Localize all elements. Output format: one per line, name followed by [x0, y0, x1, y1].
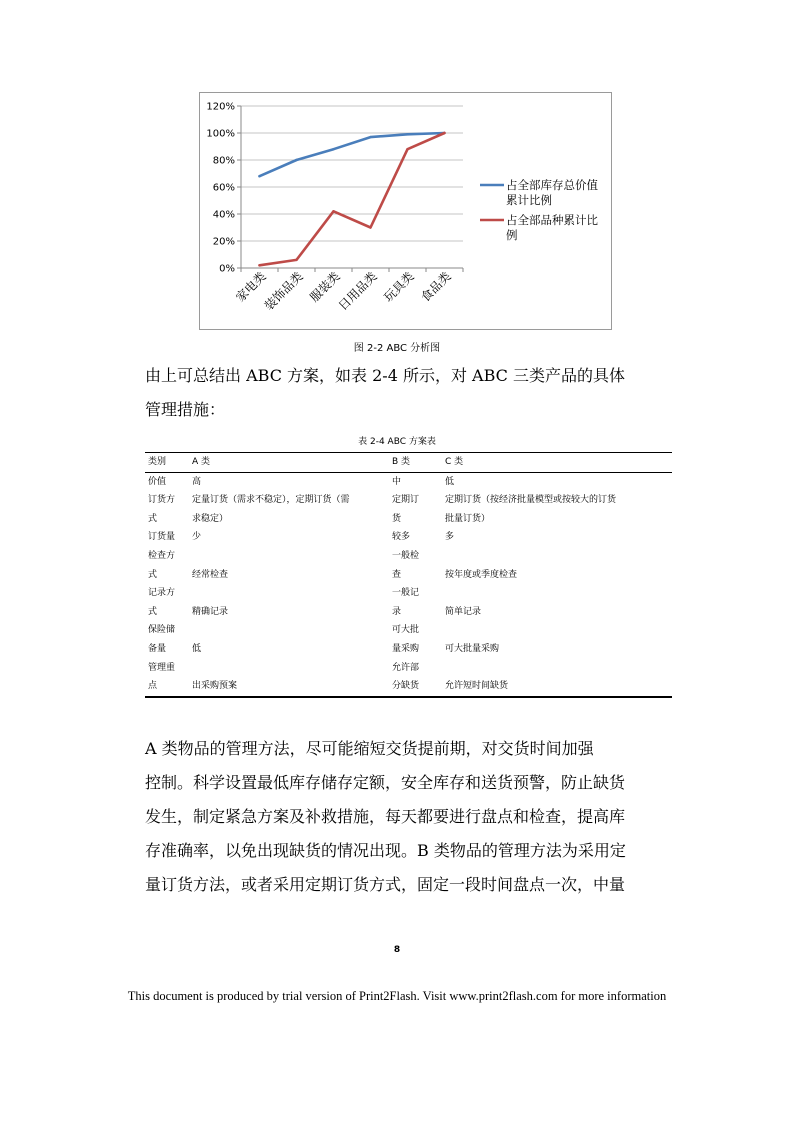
- table-row: [145, 528, 672, 547]
- table-body: [145, 472, 672, 697]
- legend-label: 例: [506, 228, 518, 242]
- intro-line: 由上可总结出 ABC 方案，如表 2-4 所示，对 ABC 三类产品的具体: [145, 366, 625, 385]
- cell-class-a: 少: [192, 532, 202, 543]
- x-category-label: 家电类: [233, 269, 269, 305]
- series-line: [260, 133, 445, 265]
- x-category-label: 食品类: [418, 269, 454, 305]
- cell-category: 检查方: [148, 550, 176, 561]
- table-row: [145, 677, 672, 697]
- cell-class-c: 简单记录: [445, 606, 482, 617]
- intro-line: 管理措施：: [145, 400, 226, 419]
- body-line: 控制。科学设置最低库存储存定额，安全库存和送货预警，防止缺货: [145, 773, 626, 792]
- cell-category: 价值: [148, 476, 167, 487]
- cell-class-c: 可大批量采购: [445, 643, 500, 654]
- cell-class-b: 允许部: [392, 662, 420, 673]
- cell-class-c: 按年度或季度检查: [445, 569, 518, 580]
- cell-class-a: [189, 659, 389, 678]
- cell-class-c: 多: [445, 532, 455, 543]
- cell-category: 式: [148, 569, 158, 580]
- y-tick-label: 60%: [212, 182, 235, 194]
- cell-category: 记录方: [148, 588, 176, 599]
- table-row: [145, 659, 672, 678]
- abc-scheme-table: [145, 452, 672, 698]
- data-point: [332, 210, 334, 212]
- body-line: 量订货方法，或者采用定期订货方式，固定一段时间盘点一次，中量: [145, 875, 626, 894]
- y-tick-label: 120%: [206, 101, 235, 113]
- cell-class-b: 定期订: [392, 495, 420, 506]
- data-point: [295, 259, 297, 261]
- cell-class-c: [442, 584, 672, 603]
- cell-class-a: [189, 584, 389, 603]
- table-row: [145, 640, 672, 659]
- body-paragraph: [145, 732, 665, 902]
- cell-category: 点: [148, 681, 158, 692]
- table-row: [145, 510, 672, 529]
- header-category: 类别: [148, 457, 167, 467]
- abc-analysis-chart: [199, 92, 612, 330]
- cell-category: 备量: [148, 643, 167, 654]
- header-class-b: B 类: [392, 457, 411, 467]
- legend-label: 占全部库存总价值: [506, 178, 598, 192]
- cell-class-a: 求稳定）: [192, 513, 229, 524]
- y-tick-label: 0%: [219, 263, 235, 275]
- cell-class-a: 定量订货（需求不稳定），定期订货（需: [192, 495, 350, 506]
- y-tick-label: 20%: [212, 236, 235, 248]
- x-category-label: 服装类: [307, 269, 343, 305]
- cell-class-b: 量采购: [392, 643, 420, 654]
- cell-class-b: 查: [392, 569, 402, 580]
- table-row: [145, 472, 672, 491]
- data-point: [295, 159, 297, 161]
- data-point: [369, 226, 371, 228]
- table-row: [145, 584, 672, 603]
- cell-category: 式: [148, 513, 158, 524]
- chart-svg: [200, 93, 613, 331]
- intro-paragraph: [145, 359, 665, 427]
- cell-class-c: [442, 621, 672, 640]
- page-number: 8: [393, 945, 401, 955]
- table-caption: 表 2-4 ABC 方案表: [358, 437, 436, 447]
- cell-class-a: [189, 621, 389, 640]
- series-line: [260, 133, 445, 176]
- cell-class-b: 中: [392, 476, 402, 487]
- y-tick-label: 40%: [212, 209, 235, 221]
- cell-class-a: 精确记录: [192, 606, 229, 617]
- data-point: [332, 148, 334, 150]
- cell-class-a: 低: [192, 643, 202, 654]
- body-line: 存准确率，以免出现缺货的情况出现。B 类物品的管理方法为采用定: [145, 841, 626, 860]
- header-class-c: C 类: [445, 457, 464, 467]
- x-category-label: 玩具类: [381, 269, 417, 305]
- cell-class-c: [442, 659, 672, 678]
- cell-class-c: 低: [445, 476, 455, 487]
- table-row: [145, 603, 672, 622]
- cell-category: 式: [148, 606, 158, 617]
- cell-class-c: [442, 547, 672, 566]
- x-category-label: 日用品类: [335, 269, 380, 314]
- cell-class-b: 录: [392, 606, 402, 617]
- cell-class-a: 经常检查: [192, 569, 229, 580]
- data-point: [443, 132, 445, 134]
- body-line: 发生，制定紧急方案及补救措施，每天都要进行盘点和检查，提高库: [145, 807, 626, 826]
- cell-class-a: 出采购预案: [192, 681, 238, 692]
- cell-category: 订货方: [148, 495, 176, 506]
- table-row: [145, 547, 672, 566]
- cell-class-c: 批量订货）: [445, 513, 491, 524]
- table-row: [145, 566, 672, 585]
- cell-category: 保险储: [148, 625, 176, 636]
- data-point: [369, 136, 371, 138]
- cell-class-c: 定期订货（按经济批量模型或按较大的订货: [445, 495, 617, 506]
- cell-category: 管理重: [148, 662, 176, 673]
- figure-caption: 图 2-2 ABC 分析图: [353, 343, 441, 354]
- data-point: [406, 148, 408, 150]
- body-line: A 类物品的管理方法，尽可能缩短交货提前期，对交货时间加强: [145, 739, 594, 758]
- cell-class-b: 货: [392, 513, 402, 524]
- cell-class-b: 较多: [392, 532, 411, 543]
- cell-class-b: 一般检: [392, 550, 420, 561]
- cell-class-b: 一般记: [392, 588, 420, 599]
- x-category-label: 装饰品类: [261, 269, 306, 314]
- table-row: [145, 491, 672, 510]
- cell-category: 订货量: [148, 532, 176, 543]
- data-point: [406, 133, 408, 135]
- y-tick-label: 80%: [212, 155, 235, 167]
- cell-class-c: 允许短时间缺货: [445, 681, 509, 692]
- legend-label: 占全部品种累计比: [506, 213, 598, 227]
- table-row: [145, 621, 672, 640]
- legend-label: 累计比例: [506, 193, 552, 207]
- trial-notice: This document is produced by trial version of Print2Flash. Visit www.print2flash.com for more information: [127, 989, 667, 1003]
- header-class-a: A 类: [192, 457, 211, 467]
- cell-class-a: [189, 547, 389, 566]
- data-point: [258, 264, 260, 266]
- data-point: [258, 175, 260, 177]
- y-tick-label: 100%: [206, 128, 235, 140]
- cell-class-a: 高: [192, 476, 202, 487]
- cell-class-b: 分缺货: [392, 681, 420, 692]
- cell-class-b: 可大批: [392, 625, 420, 636]
- table-header-row: [145, 453, 672, 473]
